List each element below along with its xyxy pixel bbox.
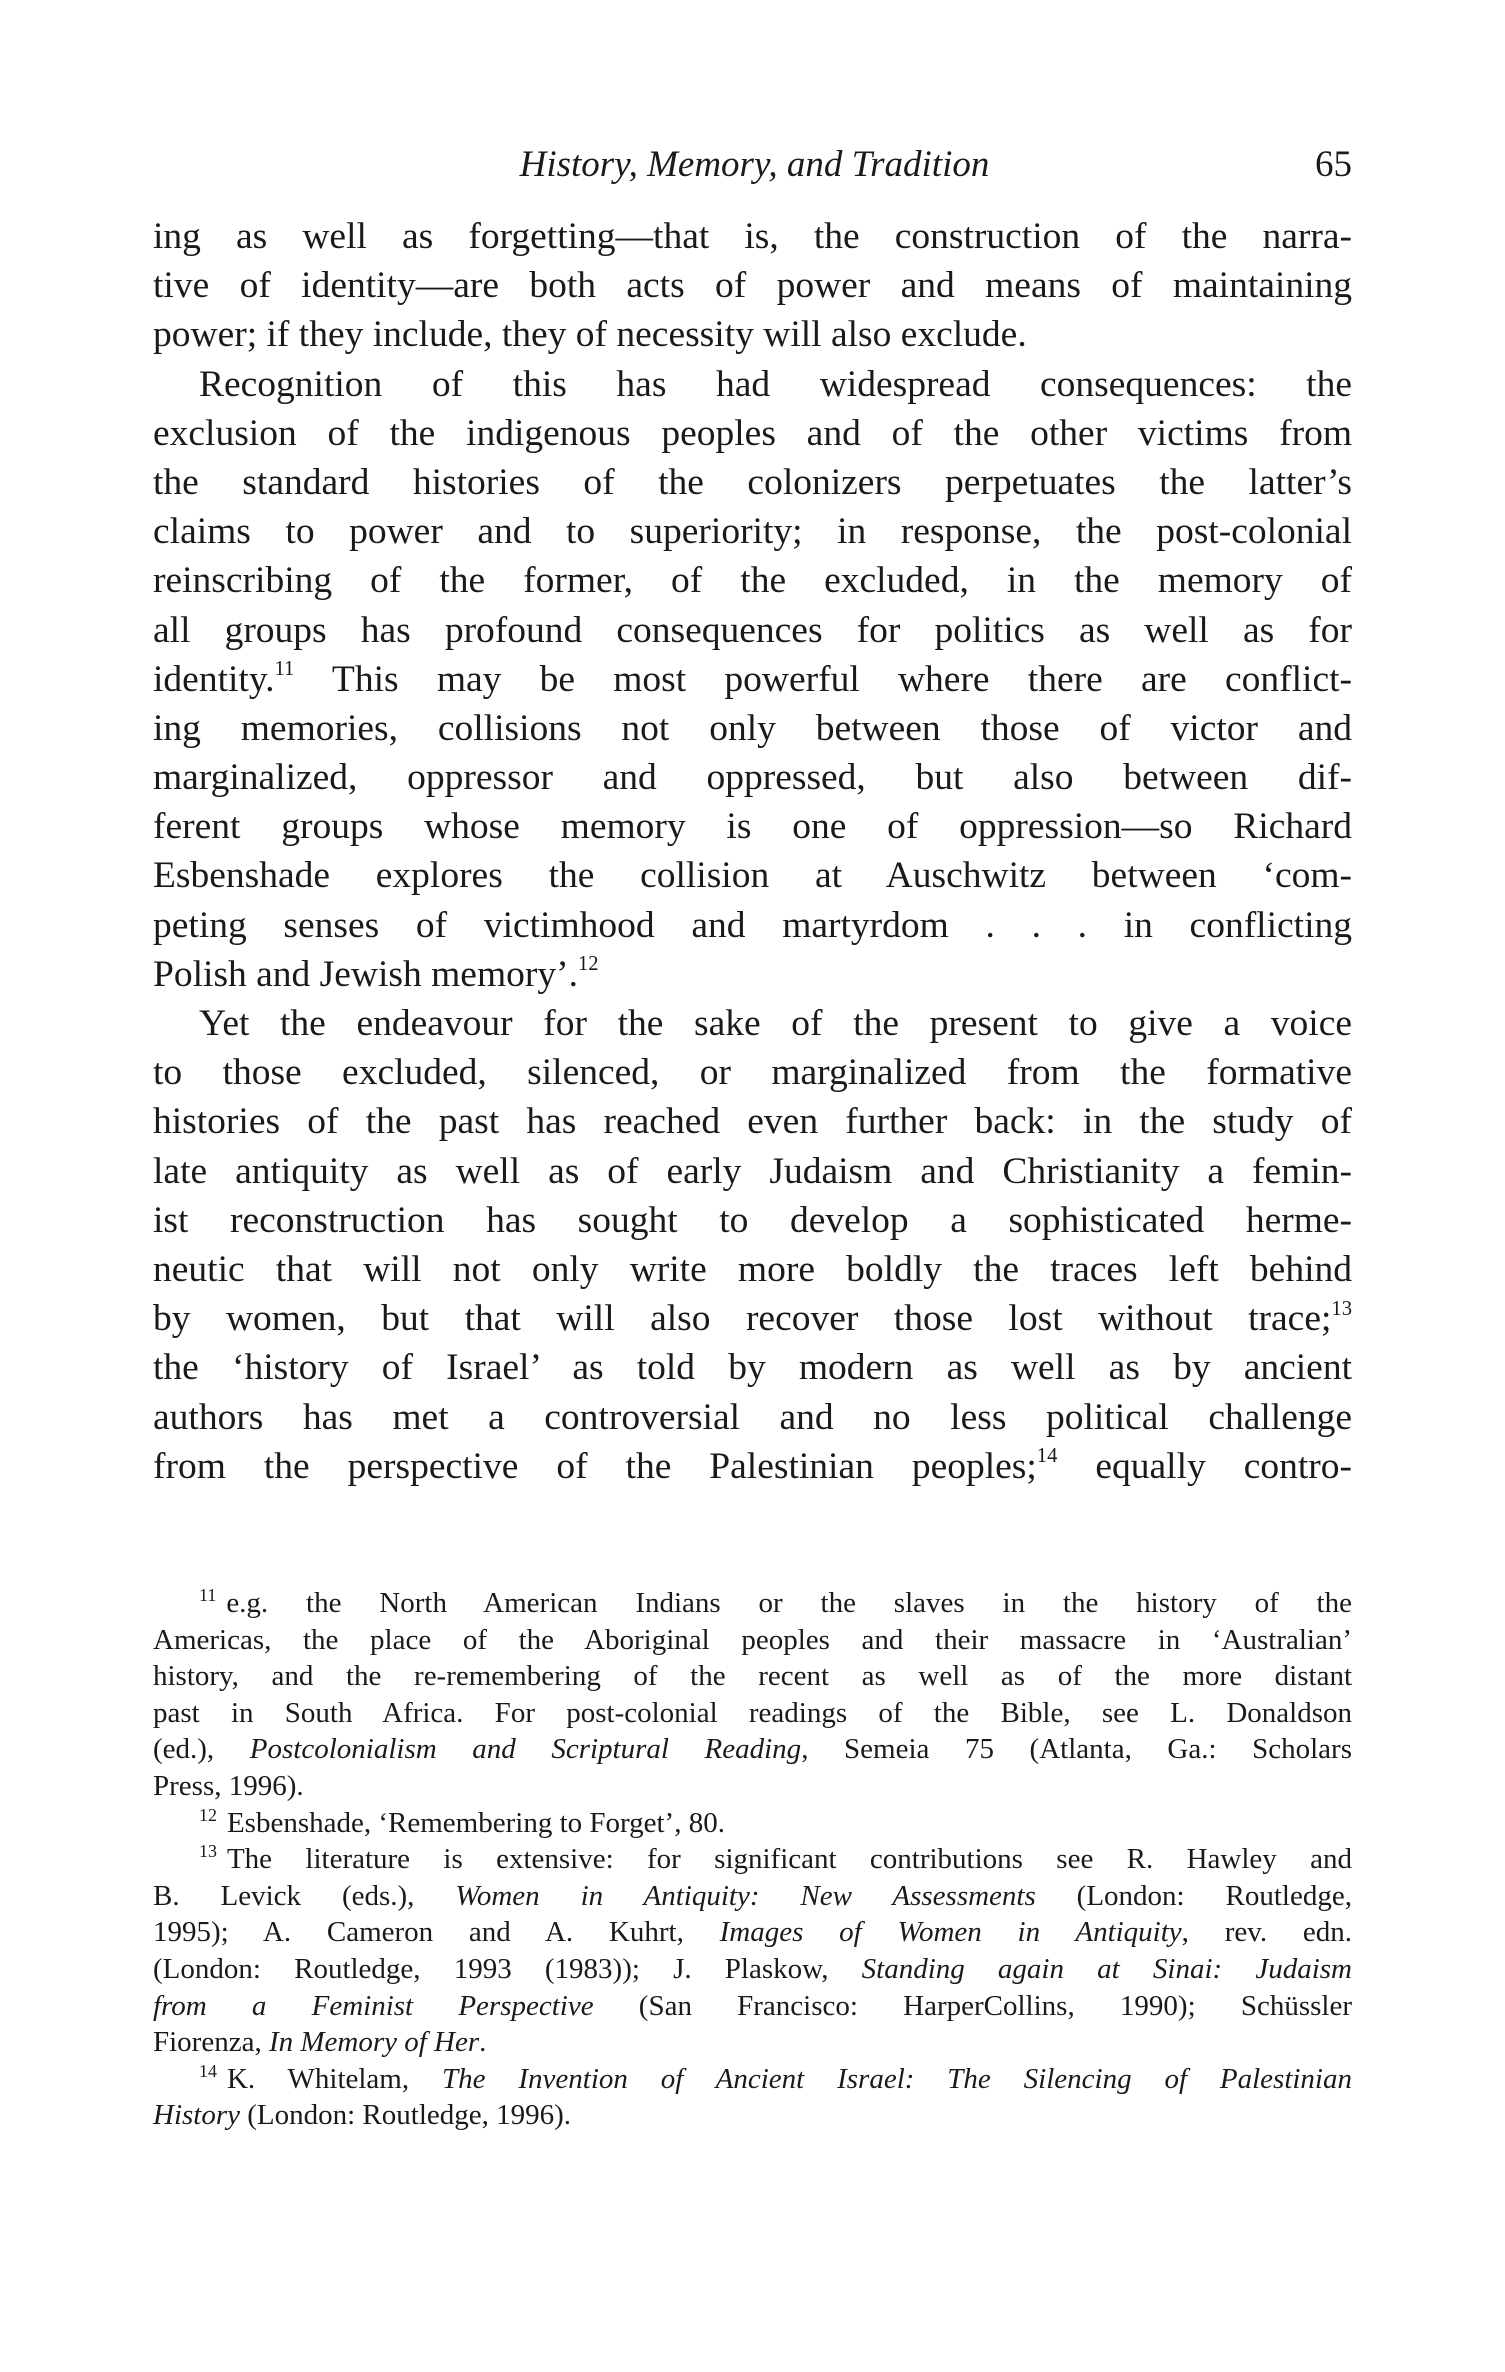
text-span: B. Levick (eds.),	[153, 1879, 456, 1912]
citation-title: In Memory of Her	[268, 2026, 480, 2059]
footnote-14	[153, 2061, 1352, 2134]
footnote-number: 12	[199, 1804, 217, 1825]
text-span: by women, but that will also recover those lost without trace;	[153, 1298, 1332, 1340]
citation-title: Standing again at Sinai: Judaism	[861, 1952, 1352, 1985]
footnote-line: Press, 1996).	[153, 1769, 304, 1802]
text-span: (ed.),	[153, 1733, 250, 1766]
body-line: tive of identity—are both acts of power and means of maintaining	[153, 265, 1352, 307]
body-line: ist reconstruction has sought to develop a sophisticated herme-	[153, 1199, 1352, 1241]
footnote-line	[153, 1878, 1352, 1915]
footnote-number: 14	[199, 2060, 217, 2081]
body-line	[153, 1294, 1352, 1343]
text-span: This may be most powerful where there are conflict-	[331, 658, 1352, 700]
text-span: K. Whitelam,	[226, 2062, 442, 2095]
footnote-ref-11[interactable]: 11	[274, 658, 295, 681]
footnote-line	[153, 1951, 1352, 1988]
text-span: The literature is extensive: for significant contributions see R. Hawley and	[226, 1843, 1352, 1876]
body-line: reinscribing of the former, of the excluded, in the memory of	[153, 560, 1352, 602]
citation-title: Postcolonialism and Scriptural Reading	[249, 1733, 802, 1766]
citation-title: from a Feminist Perspective	[153, 1989, 594, 2022]
paragraph-3	[153, 999, 1352, 1491]
text-span: e.g. the North American Indians or the slaves in the history of the	[226, 1587, 1352, 1619]
text-span: (London: Routledge, 1996).	[240, 2099, 572, 2132]
footnote-ref-12[interactable]: 12	[577, 953, 599, 976]
footnote-ref-13[interactable]: 13	[1331, 1297, 1352, 1320]
paragraph-2	[153, 360, 1352, 999]
body-line	[153, 655, 1352, 704]
body-line	[153, 1442, 1352, 1491]
footnote-line: history, and the re-remembering of the recent as well as of the more distant	[153, 1660, 1352, 1693]
body-line: neutic that will not only write more boldly the traces left behind	[153, 1248, 1352, 1290]
body-line: peting senses of victimhood and martyrdom . . . in conflicting	[153, 904, 1352, 946]
body-line: the ‘history of Israel’ as told by modern as well as by ancient	[153, 1347, 1352, 1389]
text-span: equally contro-	[1095, 1445, 1353, 1487]
body-line: ferent groups whose memory is one of oppression—so Richard	[153, 806, 1352, 848]
body-text	[153, 212, 1352, 1491]
footnote-ref-14[interactable]: 14	[1036, 1445, 1058, 1468]
body-line: Yet the endeavour for the sake of the present to give a voice	[199, 1003, 1352, 1044]
footnote-line	[153, 2097, 1352, 2134]
body-line: the standard histories of the colonizers perpetuates the latter’s	[153, 461, 1352, 503]
body-line: to those excluded, silenced, or marginalized from the formative	[153, 1052, 1352, 1094]
text-span: Esbenshade, ‘Remembering to Forget’, 80.	[226, 1806, 725, 1839]
footnote-number: 11	[199, 1585, 217, 1606]
body-line: claims to power and to superiority; in response, the post-colonial	[153, 511, 1352, 553]
body-line: late antiquity as well as of early Judaism and Christianity a femin-	[153, 1150, 1352, 1192]
text-span: Fiorenza,	[153, 2026, 269, 2059]
footnotes	[153, 1585, 1352, 2134]
body-line: authors has met a controversial and no less political challenge	[153, 1396, 1352, 1438]
paragraph-1	[153, 212, 1352, 360]
footnote-line	[153, 1585, 1352, 1622]
running-head	[153, 140, 1352, 190]
footnote-line	[153, 2061, 1352, 2098]
text-span: (London: Routledge, 1993 (1983)); J. Plaskow,	[153, 1952, 862, 1985]
body-line: marginalized, oppressor and oppressed, but also between dif-	[153, 757, 1352, 799]
text-span: , Semeia 75 (Atlanta, Ga.: Scholars	[801, 1733, 1352, 1766]
body-line: Recognition of this has had widespread consequences: the	[199, 363, 1352, 405]
footnote-line	[153, 1988, 1352, 2025]
citation-title: The Invention of Ancient Israel: The Silencing of Palestinian	[441, 2062, 1352, 2095]
footnote-line	[153, 2024, 1352, 2061]
text-span: identity.	[153, 658, 275, 700]
body-line: ing as well as forgetting—that is, the construction of the narra-	[153, 216, 1352, 257]
running-title: History, Memory, and Tradition	[519, 144, 990, 185]
footnote-12	[153, 1805, 1352, 1842]
text-span: Polish and Jewish memory’.	[153, 953, 578, 995]
body-line: power; if they include, they of necessity will also exclude.	[153, 314, 1027, 356]
body-line: Esbenshade explores the collision at Auschwitz between ‘com-	[153, 855, 1352, 897]
text-span: .	[479, 2026, 487, 2059]
body-line: ing memories, collisions not only between those of victor and	[153, 707, 1352, 749]
footnote-line	[153, 1731, 1352, 1768]
footnote-line	[153, 1805, 1352, 1842]
body-line: histories of the past has reached even further back: in the study of	[153, 1101, 1352, 1143]
body-line: all groups has profound consequences for politics as well as for	[153, 609, 1352, 651]
citation-title: History	[153, 2099, 240, 2132]
footnote-line: past in South Africa. For post-colonial readings of the Bible, see L. Donaldson	[153, 1696, 1352, 1729]
body-line	[153, 950, 1352, 999]
footnote-number: 13	[199, 1841, 217, 1862]
footnote-line	[153, 1914, 1352, 1951]
citation-title: Women in Antiquity: New Assessments	[455, 1879, 1036, 1912]
text-span: (London: Routledge,	[1035, 1879, 1352, 1912]
page-number: 65	[1315, 144, 1352, 185]
text-span: from the perspective of the Palestinian peoples;	[153, 1445, 1037, 1487]
text-span: , rev. edn.	[1181, 1916, 1352, 1949]
footnote-11	[153, 1585, 1352, 1805]
footnote-line	[153, 1841, 1352, 1878]
body-line: exclusion of the indigenous peoples and of the other victims from	[153, 412, 1352, 454]
footnote-line: Americas, the place of the Aboriginal peoples and their massacre in ‘Australian’	[153, 1623, 1352, 1656]
text-span: (San Francisco: HarperCollins, 1990); Schüssler	[593, 1989, 1352, 2022]
footnote-13	[153, 1841, 1352, 2061]
citation-title: Images of Women in Antiquity	[719, 1916, 1182, 1949]
text-span: 1995); A. Cameron and A. Kuhrt,	[153, 1916, 720, 1949]
